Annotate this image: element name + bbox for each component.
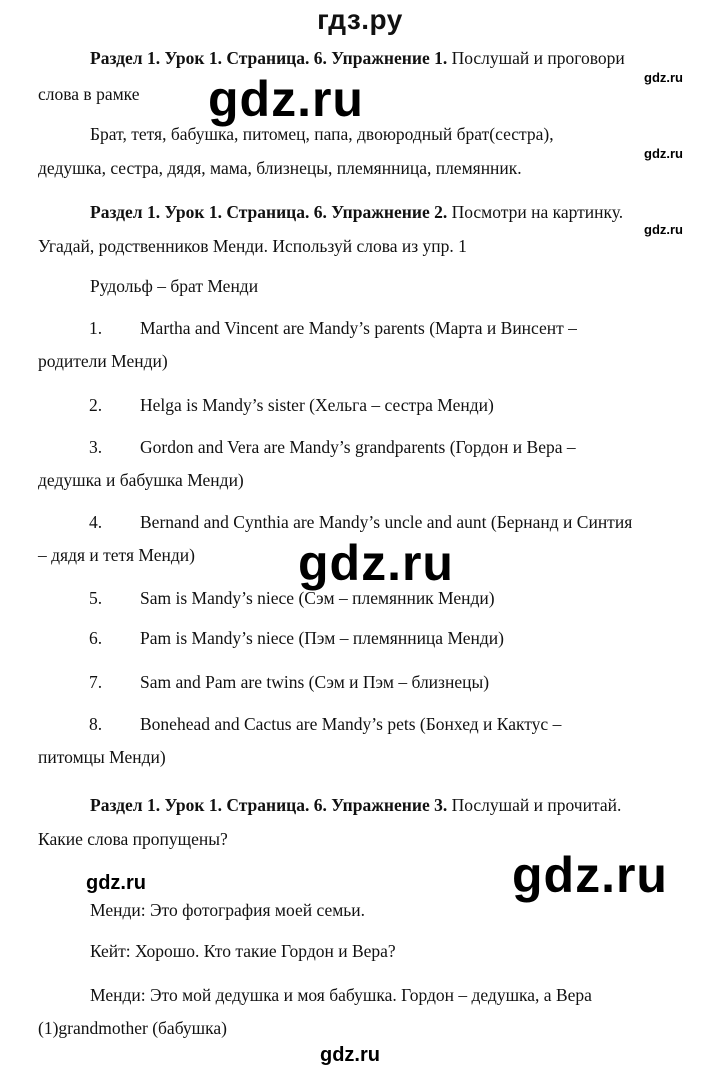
watermark-medium: gdz.ru: [320, 1044, 380, 1066]
exercise-1-task-line: [90, 48, 625, 69]
list-item-number: 1.: [89, 318, 103, 338]
exercise-2-example: Рудольф – брат Менди: [90, 276, 259, 296]
exercise-2-heading: Раздел 1. Урок 1. Страница. 6. Упражнение 2.: [90, 202, 448, 222]
list-item-text-cont: дедушка и бабушка Менди): [38, 470, 244, 490]
exercise-2-task-line: [90, 202, 623, 223]
list-item-number: 3.: [89, 437, 103, 457]
exercise-1-answer-line1: Брат, тетя, бабушка, питомец, папа, двоюродный брат(сестра),: [90, 124, 554, 144]
exercise-1-heading: Раздел 1. Урок 1. Страница. 6. Упражнение 1.: [90, 48, 448, 68]
watermark-small: gdz.ru: [644, 222, 683, 237]
list-item-number: 8.: [89, 714, 103, 734]
list-item-text: Sam and Pam are twins (Сэм и Пэм – близнецы): [140, 672, 490, 692]
watermark-small: gdz.ru: [644, 146, 683, 161]
watermark-small: gdz.ru: [644, 70, 683, 85]
exercise-3-heading: Раздел 1. Урок 1. Страница. 6. Упражнение 3.: [90, 795, 448, 815]
exercise-2-task-part1: Посмотри на картинку.: [451, 202, 624, 222]
list-item-text: Helga is Mandy’s sister (Хельга – сестра Менди): [140, 395, 494, 415]
list-item-text-cont: – дядя и тетя Менди): [38, 545, 195, 565]
watermark-medium: gdz.ru: [86, 872, 146, 894]
dialogue-line: Менди: Это фотография моей семьи.: [90, 900, 366, 920]
dialogue-line: Менди: Это мой дедушка и моя бабушка. Гордон – дедушка, а Вера: [90, 985, 592, 1005]
exercise-3-task-line: [90, 795, 621, 816]
list-item-number: 7.: [89, 672, 103, 692]
exercise-1-task-part2: слова в рамке: [38, 84, 140, 104]
exercise-2-task-part2: Угадай, родственников Менди. Используй слова из упр. 1: [38, 236, 467, 256]
watermark-large: gdz.ru: [298, 535, 454, 591]
site-header-title: гдз.ру: [317, 4, 403, 35]
list-item-number: 2.: [89, 395, 103, 415]
watermark-large: gdz.ru: [512, 847, 668, 903]
list-item-text-cont: питомцы Менди): [38, 747, 166, 767]
list-item-text-cont: родители Менди): [38, 351, 168, 371]
list-item-text: Bonehead and Cactus are Mandy’s pets (Бонхед и Кактус –: [140, 714, 562, 734]
list-item-text: Pam is Mandy’s niece (Пэм – племянница Менди): [140, 628, 504, 648]
list-item-number: 5.: [89, 588, 103, 608]
exercise-1-task-part1: Послушай и проговори: [451, 48, 625, 68]
exercise-3-task-part1: Послушай и прочитай.: [451, 795, 622, 815]
watermark-large: gdz.ru: [208, 71, 364, 127]
list-item-text: Martha and Vincent are Mandy’s parents (Марта и Винсент –: [140, 318, 577, 338]
list-item-text: Sam is Mandy’s niece (Сэм – племянник Менди): [140, 588, 495, 608]
exercise-3-task-part2: Какие слова пропущены?: [38, 829, 228, 849]
list-item-text: Bernand and Cynthia are Mandy’s uncle and aunt (Бернанд и Синтия: [140, 512, 633, 532]
dialogue-line: (1)grandmother (бабушка): [38, 1018, 227, 1038]
exercise-1-answer-line2: дедушка, сестра, дядя, мама, близнецы, племянница, племянник.: [38, 158, 522, 178]
list-item-text: Gordon and Vera are Mandy’s grandparents (Гордон и Вера –: [140, 437, 576, 457]
list-item-number: 4.: [89, 512, 103, 532]
dialogue-line: Кейт: Хорошо. Кто такие Гордон и Вера?: [90, 941, 396, 961]
list-item-number: 6.: [89, 628, 103, 648]
